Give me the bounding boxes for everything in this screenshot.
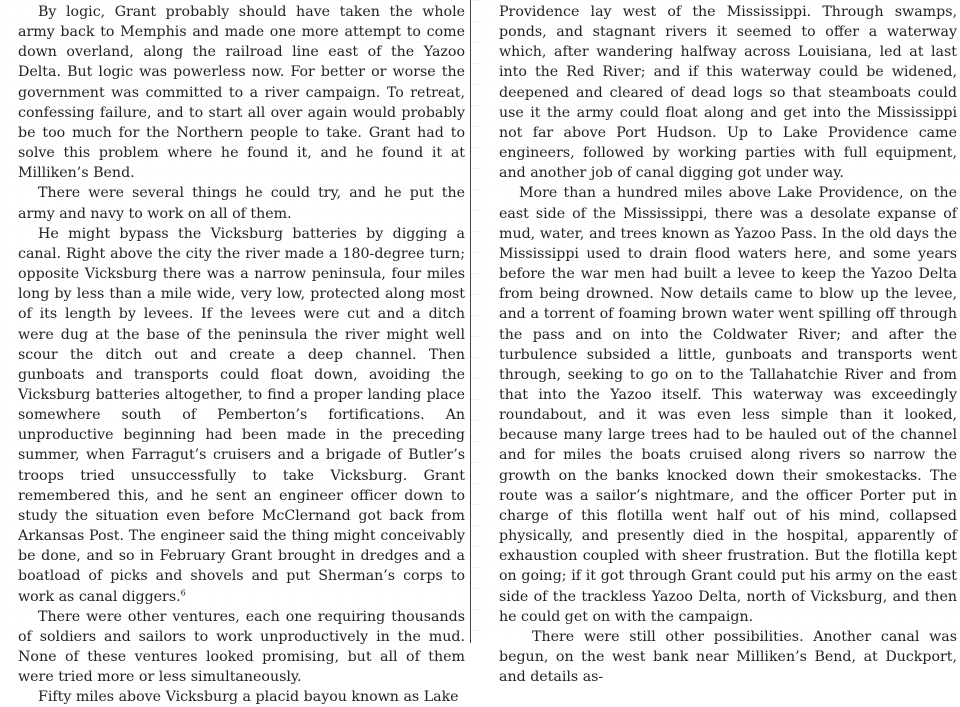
right-text-column: [499, 2, 957, 687]
paragraph: There were still other possibilities. Another canal was begun, on the west bank near Milliken’s Bend, at Duckport, and details as-: [499, 628, 957, 686]
footnote-marker: 6: [180, 587, 186, 597]
left-text-column: [18, 2, 465, 707]
right-page: [478, 0, 960, 686]
paragraph: Fifty miles above Vicksburg a placid bayou known as Lake: [38, 689, 459, 706]
paragraph-text: He might bypass the Vicksburg batteries by digging a canal. Right above the city the river made a 180-degree turn; opposite Vicksburg there was a narrow peninsula, four miles long by less than a mile wide, very low, protected along most of its length by levees. If the levees were cut and a ditch were dug at the base of the peninsula the river might well scour the ditch out and create a deep channel. Then gunboats and transports could float down, avoiding the Vicksburg batteries altogether, to find a proper landing place somewhere south of Pemberton’s fortifications. An unproductive beginning had been made in the preceding summer, when Farragut’s cruisers and a brigade of Butler’s troops tried unsuccessfully to take Vicksburg. Grant remembered this, and he sent an engineer officer down to study the situation even before McClernand got back from Arkansas Post. The engineer said the thing might conceivably be done, and so in February Grant brought in dredges and a boatload of picks and shovels and put Sherman’s corps to work as canal diggers.: [18, 225, 465, 605]
paragraph: [18, 224, 465, 607]
left-page: [0, 0, 471, 706]
paragraph: By logic, Grant probably should have taken the whole army back to Memphis and made one more attempt to come down overland, along the railroad line east of the Yazoo Delta. But logic was powerless now. For better or worse the government was committed to a river campaign. To retreat, confessing failure, and to start all over again would probably be too much for the Northern people to take. Grant had to solve this problem where he found it, and he found it at Milliken’s Bend.: [18, 4, 465, 182]
paragraph: There were other ventures, each one requiring thousands of soldiers and sailors to work unproductively in the mud. None of these ventures looked promising, but all of them were tried more or less simultaneously.: [18, 608, 465, 686]
paragraph: More than a hundred miles above Lake Providence, on the east side of the Mississippi, there was a desolate expanse of mud, water, and trees known as Yazoo Pass. In the old days the Mississippi used to drain flood waters here, and some years before the war men had built a levee to keep the Yazoo Delta from being drowned. Now details came to blow up the levee, and a torrent of foaming brown water went spilling off through the pass and on into the Coldwater River; and after the turbulence subsided a little, gunboats and transports went through, seeking to go on to the Tallahatchie River and from that into the Yazoo itself. This waterway was exceedingly roundabout, and it was even less simple than it looked, because many large trees had to be hauled out of the channel and for miles the boats cruised along rivers so narrow the growth on the banks knocked down their smokestacks. The route was a sailor’s nightmare, and the officer Porter put in charge of this flotilla went half out of his mind, collapsed physically, and presently died in the hospital, apparently of exhaustion coupled with sheer frustration. But the flotilla kept on going; if it got through Grant could put his army on the east side of the trackless Yazoo Delta, north of Vicksburg, and then he could get on with the campaign.: [499, 185, 957, 625]
paragraph: There were several things he could try, and he put the army and navy to work on all of them.: [18, 185, 465, 222]
paragraph: Providence lay west of the Mississippi. Through swamps, ponds, and stagnant rivers it seemed to offer a waterway which, after wandering halfway across Louisiana, led at last into the Red River; and if this waterway could be widened, deepened and cleared of dead logs so that steamboats could use it the army could float along and get into the Mississippi not far above Port Hudson. Up to Lake Providence came engineers, followed by working parties with full equipment, and another job of canal digging got under way.: [499, 4, 957, 182]
